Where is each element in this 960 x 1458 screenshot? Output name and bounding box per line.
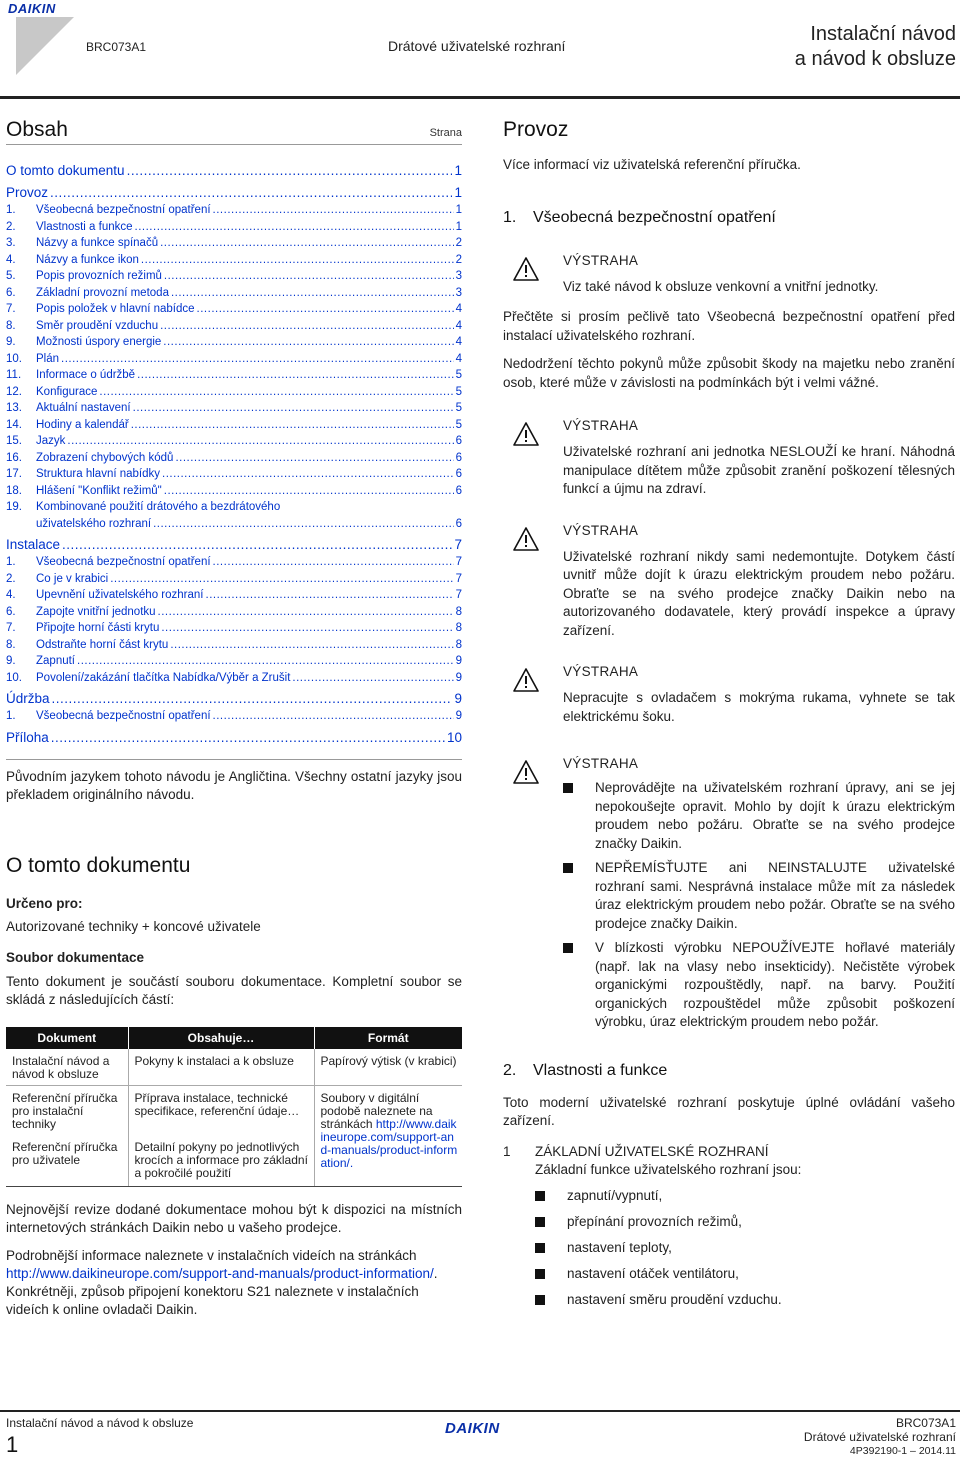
footer-rule [0,1410,960,1412]
doc-title: Instalační návod a návod k obsluze [794,23,956,70]
left-column [6,118,462,1319]
docset-text: Tento dokument je součástí souboru dokumentace. Kompletní soubor se skládá z následujících částí: [6,973,462,1007]
daikin-link[interactable]: http://www.daikineurope.com/support-and-manuals/product-information/. [320,1116,458,1170]
section-2-intro: Toto moderní uživatelské rozhraní poskytuje úplné ovládání vašeho zařízení. [503,1094,955,1128]
list-item: V blízkosti výrobku NEPOUŽÍVEJTE hořlavé materiály (např. lak na vlasy nebo insekticidy). Nečistěte výrobek organickými rozpouštědly, např. na barvy. Použití organických rozpouštědel může způsobit poškození výrobku, úraz elektrickým proudem nebo požár. [563,939,955,1032]
toc-heading: Obsah Strana [6,118,462,145]
toc-entry[interactable]: 17. Struktura hlavní nabídky ..... 6 [6,466,462,483]
basic-ui-block: 1 ZÁKLADNÍ UŽIVATELSKÉ ROZHRANÍ Základní funkce uživatelského rozhraní jsou: zapnutí/vypnutí, přepínání provozních režimů, nastavení teploty, nastavení otáček ventilátoru, nastavení směru proudění vzduchu. [503,1143,802,1307]
feature-item: nastavení teploty, [535,1239,801,1257]
about-title: O tomto dokumentu [6,853,191,877]
doc-subtitle: Drátové uživatelské rozhraní [388,38,566,54]
feature-item: přepínání provozních režimů, [535,1213,801,1231]
table-header: Dokument [6,1027,128,1049]
warning-label: VÝSTRAHA [563,522,639,538]
warning-block [503,253,955,297]
warning-triangle-icon [513,760,539,784]
toc-entry[interactable]: Příloha ..... 10 [6,728,462,747]
toc-entry[interactable]: 7. Popis položek v hlavní nabídce ..... 4 [6,301,462,318]
table-of-contents [6,161,462,747]
toc-entry[interactable]: 14. Hodiny a kalendář ..... 5 [6,417,462,434]
table-row: Referenční příručka pro uživatele Detailní pokyny po jednotlivých krocích a informace pro základní a pokročilé použití [6,1135,462,1187]
section-2-heading: 2. Vlastnosti a funkce [503,1061,668,1079]
table-row: Referenční příručka pro instalační techniky Příprava instalace, technické specifikace, referenční údaje… Soubory v digitální podobě naleznete na stránkách http://www.daikineurope.com/support-and-manuals/product-information/. [6,1085,462,1135]
toc-entry[interactable]: 2. Co je v krabici ..... 7 [6,571,462,588]
noncompliance: Nedodržení těchto pokynů může způsobit škody na majetku nebo zranění osob, které může v závislosti na podmínkách být i velmi vážné. [503,356,955,390]
toc-entry[interactable]: 1. Všeobecná bezpečnostní opatření ..... 9 [6,708,462,725]
warning-label: VÝSTRAHA [563,756,639,771]
warning-block [503,523,955,641]
read-carefully: Přečtěte si prosím pečlivě tato Všeobecná bezpečnostní opatření před instalací uživatelského rozhraní. [503,309,955,343]
list-item: NEPŘEMÍSŤUJTE ani NEINSTALUJTE uživatelské rozhraní sami. Nesprávná instalace může mít za následek úraz elektrickým proudem nebo požár. Obraťte se na svého prodejce značky Daikin. [563,859,955,933]
warning-label: VÝSTRAHA [563,664,639,679]
right-column [503,118,955,1309]
toc-entry[interactable]: 3. Názvy a funkce spínačů ..... 2 [6,235,462,252]
toc-entry[interactable]: 8. Odstraňte horní část krytu ..... 8 [6,637,462,654]
page-header [0,0,960,100]
intended-heading: Určeno pro: [6,895,83,911]
toc-entry[interactable]: Údržba ..... 9 [6,689,462,708]
warning-text: Uživatelské rozhraní ani jednotka NESLOUŽÍ ke hraní. Náhodná manipulace dítětem může způsobit zranění poškození tělesných funkcí a újmu na zdraví. [563,444,955,496]
toc-entry[interactable]: 9. Zapnutí ..... 9 [6,653,462,670]
toc-entry[interactable]: O tomto dokumentu ..... 1 [6,161,462,180]
toc-entry[interactable]: 4. Upevnění uživatelského rozhraní ..... 7 [6,587,462,604]
toc-entry[interactable]: 19. Kombinované použití drátového a bezdrátového uživatelského rozhraní ..... 6 [6,499,462,532]
toc-entry[interactable]: 11. Informace o údržbě ..... 5 [6,367,462,384]
toc-entry[interactable]: 15. Jazyk ..... 6 [6,433,462,450]
original-language-note: Původním jazykem tohoto návodu je Angličtina. Všechny ostatní jazyky jsou překladem originálního návodu. [6,768,462,802]
basic-ui-sub: Základní funkce uživatelského rozhraní jsou: [535,1161,802,1177]
feature-item: nastavení směru proudění vzduchu. [535,1291,801,1309]
toc-entry[interactable]: 5. Popis provozních režimů ..... 3 [6,268,462,285]
toc-entry[interactable]: 4. Názvy a funkce ikon ..... 2 [6,252,462,269]
doc-code: BRC073A1 [86,40,147,54]
table-header: Obsahuje… [128,1027,314,1049]
toc-entry[interactable]: 12. Konfigurace ..... 5 [6,384,462,401]
warning-block [503,756,955,1032]
warning-triangle-icon [513,668,539,692]
toc-entry[interactable]: 9. Možnosti úspory energie ..... 4 [6,334,462,351]
feature-list [503,1187,801,1309]
format-cell: Soubory v digitální podobě naleznete na stránkách http://www.daikineurope.com/support-and-manuals/product-information/. [314,1085,462,1186]
video-link[interactable]: http://www.daikineurope.com/support-and-manuals/product-information/ [6,1265,434,1281]
logo-triangle [16,17,74,75]
section-1-heading: 1. Všeobecná bezpečnostní opatření [503,208,776,226]
toc-entry[interactable]: Provoz ..... 1 [6,183,462,202]
toc-entry[interactable]: 6. Základní provozní metoda ..... 3 [6,285,462,302]
footer-daikin-logo: DAIKIN [445,1420,500,1437]
video-text: Podrobnější informace naleznete v instalačních videích na stránkách http://www.daikineurope.com/support-and-manuals/product-information/. Konkrétněji, způsob připojení konektoru S21 naleznete v instalačních videích k online ovladači Daikin. [6,1247,438,1317]
feature-item: zapnutí/vypnutí, [535,1187,801,1205]
table-header: Formát [314,1027,462,1049]
toc-entry[interactable]: 2. Vlastnosti a funkce ..... 1 [6,219,462,236]
toc-entry[interactable]: 8. Směr proudění vzduchu ..... 4 [6,318,462,335]
page-number: 1 [6,1432,19,1457]
divider [6,759,462,760]
warning-block [503,418,955,499]
basic-ui-title: ZÁKLADNÍ UŽIVATELSKÉ ROZHRANÍ [535,1143,769,1159]
warning-text: Viz také návod k obsluze venkovní a vnitřní jednotky. [563,278,879,294]
toc-entry[interactable]: 1. Všeobecná bezpečnostní opatření ..... 7 [6,554,462,571]
provoz-title: Provoz [503,118,569,141]
documentation-table [6,1027,462,1187]
list-item: Neprovádějte na uživatelském rozhraní úpravy, ani se jej nepokoušejte opravit. Mohlo by dojít k úrazu elektrickým proudem nebo požáru. Obraťte se na svého prodejce značky Daikin. [563,779,955,853]
footer-doc-type: Instalační návod a návod k obsluze [6,1416,194,1430]
toc-entry[interactable]: 18. Hlášení "Konflikt režimů" ..... 6 [6,483,462,500]
toc-entry[interactable]: 13. Aktuální nastavení ..... 5 [6,400,462,417]
warning-text: Nepracujte s ovladačem s mokrýma rukama, vyhnete se tak elektrickému šoku. [563,690,955,724]
warning-triangle-icon [513,257,539,281]
warning-triangle-icon [513,527,539,551]
toc-entry[interactable]: 16. Zobrazení chybových kódů ..... 6 [6,450,462,467]
feature-item: nastavení otáček ventilátoru, [535,1265,801,1283]
toc-entry[interactable]: 1. Všeobecná bezpečnostní opatření ..... 1 [6,202,462,219]
table-row: Instalační návod a návod k obsluze Pokyny k instalaci a k obsluze Papírový výtisk (v krabici) [6,1049,462,1086]
intended-text: Autorizované techniky + koncové uživatele [6,918,261,934]
footer-info: BRC073A1 Drátové uživatelské rozhraní 4P392190-1 – 2014.11 [803,1416,956,1457]
docset-heading: Soubor dokumentace [6,949,145,965]
warning-label: VÝSTRAHA [563,252,639,268]
toc-entry[interactable]: Instalace ..... 7 [6,535,462,554]
warning-block [503,664,955,726]
provoz-intro: Více informací viz uživatelská referenční příručka. [503,157,801,172]
warning-label: VÝSTRAHA [563,418,639,433]
warning-triangle-icon [513,422,539,446]
header-rule [0,96,960,99]
revision-text: Nejnovější revize dodané dokumentace mohou být k dispozici na místních internetových stránkách Daikin nebo u vašeho prodejce. [6,1201,462,1235]
toc-entry[interactable]: 10. Plán ..... 4 [6,351,462,368]
daikin-logo: DAIKIN [8,3,78,81]
toc-entry[interactable]: 10. Povolení/zakázání tlačítka Nabídka/Výběr a Zrušit ..... 9 [6,670,462,687]
toc-entry[interactable]: 7. Připojte horní části krytu ..... 8 [6,620,462,637]
warning-text: Uživatelské rozhraní nikdy sami nedemontujte. Dotykem částí uvnitř může dojít k úrazu elektrickým proudem nebo požáru. Obraťte se na svého prodejce značky Daikin nebo na autorizovaného dodavatele, který provádí inspekce a úpravy zařízení. [563,548,955,638]
toc-entry[interactable]: 6. Zapojte vnitřní jednotku ..... 8 [6,604,462,621]
